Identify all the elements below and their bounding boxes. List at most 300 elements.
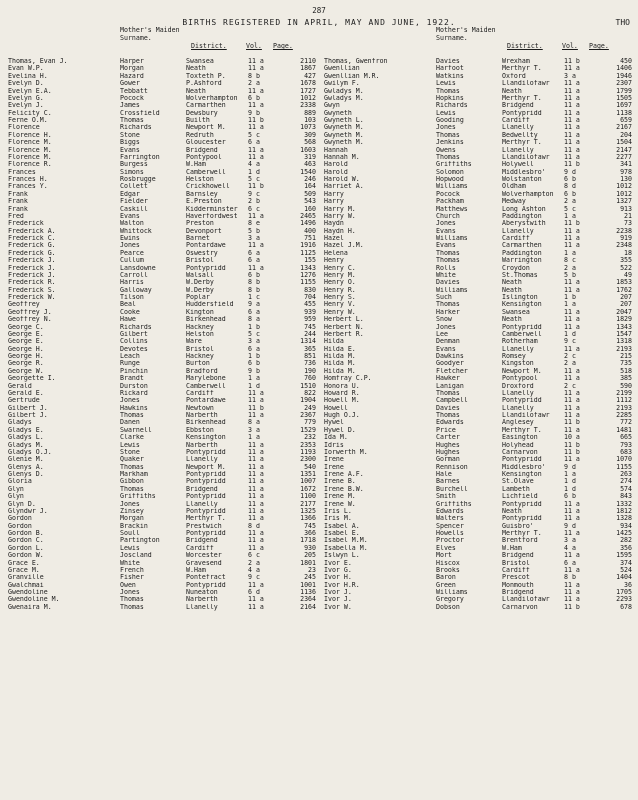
list-item (8, 95, 325, 102)
list-item (324, 220, 638, 227)
entry-name: Harry (324, 190, 344, 198)
entry-district: Huddersfield (186, 301, 234, 309)
entry-maiden-surname: Richards (120, 124, 152, 132)
entry-maiden-surname: Thomas (436, 249, 460, 257)
entry-page: 1318 (616, 338, 632, 346)
entry-page: 522 (620, 264, 632, 272)
entry-name: Hannah (324, 146, 348, 154)
entry-district: Merthyr T. (502, 65, 542, 73)
entry-page: 568 (304, 139, 316, 147)
entry-district: Bridgend (502, 552, 534, 560)
list-item (324, 88, 638, 95)
entry-district: Redruth (186, 131, 214, 139)
entry-page: 574 (620, 485, 632, 493)
entry-page: 735 (620, 360, 632, 368)
entry-volume: 9 b (248, 109, 260, 117)
entry-volume: 11 a (564, 124, 580, 132)
entry-district: Droxford (502, 382, 534, 390)
list-item (324, 124, 638, 131)
entry-volume: 1 d (248, 382, 260, 390)
entry-page: 130 (620, 176, 632, 183)
entry-page: 919 (620, 235, 632, 242)
list-item (8, 287, 325, 294)
entry-district: Pontypridd (186, 264, 226, 272)
entry-page: 1155 (616, 463, 632, 471)
entry-maiden-surname: Watkins (436, 72, 464, 80)
list-item (324, 449, 638, 456)
entry-maiden-surname: Thomas (120, 117, 144, 124)
entry-maiden-surname: Smith (436, 493, 456, 501)
entry-volume: 11 a (564, 131, 580, 139)
entry-district: Aberystwith (502, 220, 546, 228)
entry-maiden-surname: Pinchin (120, 367, 148, 375)
entry-name: Henry V. (324, 301, 356, 309)
entry-district: Cardiff (502, 235, 530, 242)
entry-name: Hazel J.M. (324, 242, 364, 250)
entry-name: Gwalchmai (8, 581, 44, 589)
entry-page: 73 (624, 220, 632, 228)
entry-district: Toxteth P. (186, 72, 226, 80)
entry-page: 204 (620, 131, 632, 139)
page-header-label: Page. (589, 42, 609, 50)
entry-page: 2364 (300, 596, 316, 604)
entry-name: Herbert R. (324, 330, 364, 338)
entry-maiden-surname: Markham (120, 471, 148, 478)
entry-name: Gilbert J. (8, 404, 48, 412)
entry-maiden-surname: Evans (120, 212, 140, 220)
entry-district: Pontypridd (186, 581, 226, 589)
entry-name: Glenie M. (8, 456, 44, 464)
entry-maiden-surname: Harfoot (436, 65, 464, 73)
entry-volume: 11 a (248, 530, 264, 537)
entry-volume: 6 b (564, 176, 576, 183)
entry-volume: 11 a (564, 367, 580, 375)
list-item (324, 434, 638, 441)
entry-page: 1406 (616, 65, 632, 73)
entry-volume: 4 a (248, 161, 260, 169)
list-item (324, 567, 638, 574)
entry-maiden-surname: Lewis (120, 441, 140, 449)
entry-volume: 11 a (564, 552, 580, 560)
entry-maiden-surname: Collins (120, 338, 148, 346)
entry-name: Gordon L. (8, 544, 44, 552)
entry-maiden-surname: Brandt (120, 375, 144, 383)
entry-name: Harriet A. (324, 183, 364, 191)
entry-district: Bridgend (502, 589, 534, 596)
list-item (8, 176, 325, 183)
list-item (8, 501, 325, 508)
entry-maiden-surname: Barnes (436, 478, 460, 486)
entry-page: 1904 (300, 397, 316, 405)
entry-page: 793 (620, 441, 632, 449)
list-item (8, 220, 325, 227)
list-item (324, 338, 638, 345)
entry-page: 1678 (300, 80, 316, 88)
entry-district: Helston (186, 330, 214, 338)
entry-district: Llanelly (502, 146, 534, 154)
entry-name: Gertrude (8, 397, 40, 405)
entry-district: Kidderminster (186, 205, 238, 213)
entry-volume: 11 a (564, 87, 580, 95)
list-item (324, 523, 638, 530)
list-item (8, 493, 325, 500)
entry-volume: 9 d (564, 463, 576, 471)
maiden-header: Mother's Maiden Surname. (120, 26, 180, 42)
entry-volume: 11 a (248, 493, 264, 501)
entry-district: Pontypridd (186, 478, 226, 486)
entry-volume: 11 a (248, 463, 264, 471)
entry-maiden-surname: Thomas (436, 412, 460, 419)
entry-page: 745 (304, 323, 316, 331)
entry-page: 1100 (300, 493, 316, 501)
entry-name: George H. (8, 353, 44, 360)
entry-district: Paddington (502, 249, 542, 257)
entry-name: Granville (8, 574, 44, 582)
list-item (324, 471, 638, 478)
list-item (8, 161, 325, 168)
entry-name: Hilda (324, 338, 344, 346)
entry-district: Wolstanton (502, 176, 542, 183)
entry-name: Frederick W. (8, 294, 56, 301)
entry-district: Kington (186, 308, 214, 316)
entry-district: Paddington (502, 212, 542, 220)
entry-page: 1343 (616, 323, 632, 331)
entry-maiden-surname: Beal (120, 301, 136, 309)
entry-name: Iorwerth M. (324, 448, 368, 456)
entry-page: 400 (304, 227, 316, 235)
entry-volume: 11 a (564, 235, 580, 242)
entry-volume: 2 a (564, 264, 576, 272)
entry-name: Henry W. (324, 308, 356, 316)
entry-maiden-surname: Thomas (436, 153, 460, 161)
entry-page: 1351 (300, 471, 316, 478)
entry-volume: 9 d (564, 168, 576, 176)
entry-district: Gloucester (186, 139, 226, 147)
entry-maiden-surname: Hughes (436, 448, 460, 456)
list-item (324, 301, 638, 308)
entry-name: Gwendoline M. (8, 596, 60, 604)
entry-page: 540 (304, 463, 316, 471)
entry-page: 282 (620, 537, 632, 545)
entry-maiden-surname: Edwards (436, 419, 464, 427)
list-item (8, 419, 325, 426)
entry-name: Evelina H. (8, 72, 48, 80)
entry-maiden-surname: Price (436, 426, 456, 434)
entry-maiden-surname: Hiscox (436, 559, 460, 567)
entry-name: Gerald (8, 382, 32, 390)
entry-name: George W. (8, 367, 44, 375)
entry-name: Harold (324, 168, 348, 176)
entry-name: Hazel (324, 235, 344, 242)
entry-page: 207 (620, 294, 632, 301)
entry-district: Narberth (186, 596, 218, 604)
entry-district: Builth (186, 117, 210, 124)
entry-page: 190 (304, 367, 316, 375)
entry-volume: 11 b (564, 441, 580, 449)
entry-district: Nuneaton (186, 589, 218, 596)
entry-page: 889 (304, 109, 316, 117)
entry-district: St.Olave (502, 478, 534, 486)
entry-page: 21 (624, 212, 632, 220)
entry-district: Hackney (186, 323, 214, 331)
entry-district: Monmouth (502, 581, 534, 589)
list-item (8, 486, 325, 493)
entry-maiden-surname: Fisher (120, 574, 144, 582)
entry-district: Lambeth (502, 485, 530, 493)
entry-volume: 11 b (248, 404, 264, 412)
entry-volume: 3 a (248, 426, 260, 434)
entry-name: Irene W. (324, 500, 356, 508)
entry-district: Merthyr T. (502, 139, 542, 147)
list-item (8, 294, 325, 301)
list-item (8, 375, 325, 382)
entry-district: Brentford (502, 537, 538, 545)
list-item (324, 360, 638, 367)
entry-maiden-surname: Carter (436, 434, 460, 442)
entry-district: Newport M. (186, 463, 226, 471)
entry-name: Homfray C.P. (324, 375, 372, 383)
entry-district: Crickhowell (186, 183, 230, 191)
entry-page: 1012 (300, 94, 316, 102)
list-item (324, 515, 638, 522)
entry-page: 518 (620, 367, 632, 375)
entry-maiden-surname: Williams (436, 589, 468, 596)
entry-maiden-surname: Williams (436, 183, 468, 191)
entry-volume: 11 a (564, 375, 580, 383)
entry-district: Easington (502, 434, 538, 442)
index-code: THO (615, 18, 630, 27)
list-item (8, 552, 325, 559)
list-item (8, 478, 325, 485)
entry-volume: 8 b (564, 574, 576, 582)
entry-district: Holyhead (502, 441, 534, 449)
entry-volume: 11 a (248, 478, 264, 486)
entry-maiden-surname: Thomas (436, 257, 460, 265)
entry-page: 2285 (616, 412, 632, 419)
entry-volume: 11 a (248, 124, 264, 132)
entry-maiden-surname: Hawkins (120, 404, 148, 412)
entry-page: 1343 (300, 264, 316, 272)
entry-volume: 9 b (248, 367, 260, 375)
entry-volume: 11 a (248, 397, 264, 405)
entry-maiden-surname: Tebbatt (120, 87, 148, 95)
entry-page: 155 (304, 257, 316, 265)
entry-maiden-surname: Evans (436, 227, 456, 235)
list-item (8, 139, 325, 146)
column-header (8, 26, 325, 56)
entry-district: Bedwellty (502, 131, 538, 139)
entry-volume: 6 a (564, 559, 576, 567)
entry-maiden-surname: Hopwood (436, 176, 464, 183)
list-item (8, 331, 325, 338)
entry-maiden-surname: Owen (120, 581, 136, 589)
entry-name: Geoffrey N. (8, 316, 52, 324)
entry-district: W.Ham (186, 566, 206, 574)
list-item (8, 242, 325, 249)
entry-page: 1799 (616, 87, 632, 95)
entry-maiden-surname: Galloway (120, 286, 152, 294)
list-item (8, 257, 325, 264)
entry-name: Gwendoline (8, 589, 48, 596)
entry-maiden-surname: Spencer (436, 522, 464, 530)
entry-maiden-surname: Evans (436, 242, 456, 250)
entry-volume: 11 a (248, 153, 264, 161)
list-item (324, 73, 638, 80)
entry-district: Bridgend (186, 485, 218, 493)
entry-volume: 3 a (248, 235, 260, 242)
list-item (8, 88, 325, 95)
entry-district: Pontypridd (186, 493, 226, 501)
list-item (324, 316, 638, 323)
entry-district: Anglesey (502, 419, 534, 427)
entry-name: Gwenllian M.R. (324, 72, 380, 80)
entry-page: 751 (304, 235, 316, 242)
entry-name: Ida M. (324, 434, 348, 442)
maiden-header: Mother's Maiden Surname. (436, 26, 496, 42)
entry-page: 2277 (616, 153, 632, 161)
entry-name: Glyn D. (8, 500, 36, 508)
entry-name: Ivor E. (324, 559, 352, 567)
entry-maiden-surname: Griffiths (120, 493, 156, 501)
entry-page: 244 (304, 330, 316, 338)
entry-maiden-surname: Stone (120, 448, 140, 456)
entry-page: 1705 (616, 589, 632, 596)
entry-maiden-surname: Gooding (436, 117, 464, 124)
entry-name: Islwyn L. (324, 552, 360, 560)
entry-page: 319 (304, 153, 316, 161)
entry-maiden-surname: Hale (436, 471, 452, 478)
entry-page: 978 (620, 168, 632, 176)
entry-maiden-surname: Whittock (120, 227, 152, 235)
entry-maiden-surname: Brackin (120, 522, 148, 530)
entry-volume: 1 d (564, 478, 576, 486)
entry-page: 2147 (616, 146, 632, 154)
entry-district: Neath (502, 279, 522, 287)
entry-page: 215 (620, 353, 632, 360)
entry-page: 103 (304, 117, 316, 124)
entry-name: Gordon B. (8, 530, 44, 537)
list-item (324, 368, 638, 375)
entry-district: Birkenhead (186, 316, 226, 324)
list-item (8, 272, 325, 279)
entry-volume: 6 d (248, 589, 260, 596)
page-title: BIRTHS REGISTERED IN APRIL, MAY AND JUNE, 1922. (182, 18, 456, 27)
entry-name: George C. (8, 323, 44, 331)
entry-district: Haverfordwest (186, 212, 238, 220)
entry-name: Henry S. (324, 294, 356, 301)
list-item (324, 294, 638, 301)
entry-name: Ivor J. (324, 596, 352, 604)
entry-volume: 11 a (248, 65, 264, 73)
entry-district: Pontardawe (186, 242, 226, 250)
entry-volume: 11 a (564, 581, 580, 589)
entry-maiden-surname: Rennison (436, 463, 468, 471)
list-item (324, 331, 638, 338)
entry-district: Carmarthen (186, 102, 226, 110)
list-item (8, 567, 325, 574)
entry-volume: 11 a (564, 146, 580, 154)
entry-district: E.Preston (186, 198, 222, 206)
list-item (324, 493, 638, 500)
entry-volume: 11 a (248, 264, 264, 272)
entry-page: 2353 (300, 441, 316, 449)
list-item (8, 80, 325, 87)
entry-name: Glyn (8, 493, 24, 501)
entry-district: Bridgend (502, 102, 534, 110)
entry-district: Carmarthen (502, 242, 542, 250)
entry-volume: 11 a (564, 102, 580, 110)
entry-page: 1328 (616, 515, 632, 523)
entry-page: 509 (304, 190, 316, 198)
entry-name: Gwenaira M. (8, 603, 52, 611)
entry-maiden-surname: Stone (120, 131, 140, 139)
entry-volume: 11 a (248, 603, 264, 611)
entry-maiden-surname: Cooke (120, 308, 140, 316)
entry-name: Haydn H. (324, 227, 356, 235)
entry-maiden-surname: Proctor (436, 537, 464, 545)
entry-name: Frederick G. (8, 249, 56, 257)
entry-maiden-surname: Mort (436, 552, 452, 560)
entry-maiden-surname: Campbell (436, 397, 468, 405)
entry-maiden-surname: Leach (120, 353, 140, 360)
entry-maiden-surname: Edgar (120, 190, 140, 198)
entry-district: Wolverhampton (186, 94, 238, 102)
list-item (324, 530, 638, 537)
entry-page: 1540 (300, 168, 316, 176)
entry-district: Worcester (186, 552, 222, 560)
list-item (8, 582, 325, 589)
entry-maiden-surname: Pocock (436, 190, 460, 198)
entry-page: 1510 (300, 382, 316, 390)
entry-page: 1853 (616, 279, 632, 287)
entry-maiden-surname: Lee (436, 330, 448, 338)
entry-volume: 1 b (248, 353, 260, 360)
list-item (324, 272, 638, 279)
entry-name: Henry M. (324, 271, 356, 279)
entry-district: Llanelly (502, 404, 534, 412)
entry-maiden-surname: Carroll (120, 271, 148, 279)
entry-volume: 11 a (248, 500, 264, 508)
list-item (8, 604, 325, 611)
entry-district: Ware (186, 338, 202, 346)
entry-district: Neath (186, 87, 206, 95)
entry-page: 930 (304, 544, 316, 552)
entry-page: 365 (304, 345, 316, 353)
entry-maiden-surname: Gregory (436, 596, 464, 604)
entry-name: Florence M. (8, 139, 52, 147)
entry-maiden-surname: French (120, 566, 144, 574)
entry-maiden-surname: Jones (436, 220, 456, 228)
entry-district: Pontefract (186, 574, 226, 582)
list-item (324, 596, 638, 603)
entry-maiden-surname: Griffiths (436, 161, 472, 169)
entry-district: Camberwell (186, 168, 226, 176)
entry-name: Frederick C. (8, 235, 56, 242)
entry-page: 1812 (616, 507, 632, 515)
entry-maiden-surname: Brooks (436, 566, 460, 574)
entry-page: 1155 (300, 279, 316, 287)
entry-page: 205 (304, 552, 316, 560)
list-item (324, 486, 638, 493)
entry-maiden-surname: Durston (120, 382, 148, 390)
entry-name: Gwyneth M. (324, 139, 364, 147)
entry-page: 2193 (616, 404, 632, 412)
entry-district: Oxford (502, 72, 526, 80)
entry-district: Neath (502, 87, 522, 95)
list-item (8, 449, 325, 456)
list-item (8, 338, 325, 345)
entry-district: Lichfield (502, 493, 538, 501)
